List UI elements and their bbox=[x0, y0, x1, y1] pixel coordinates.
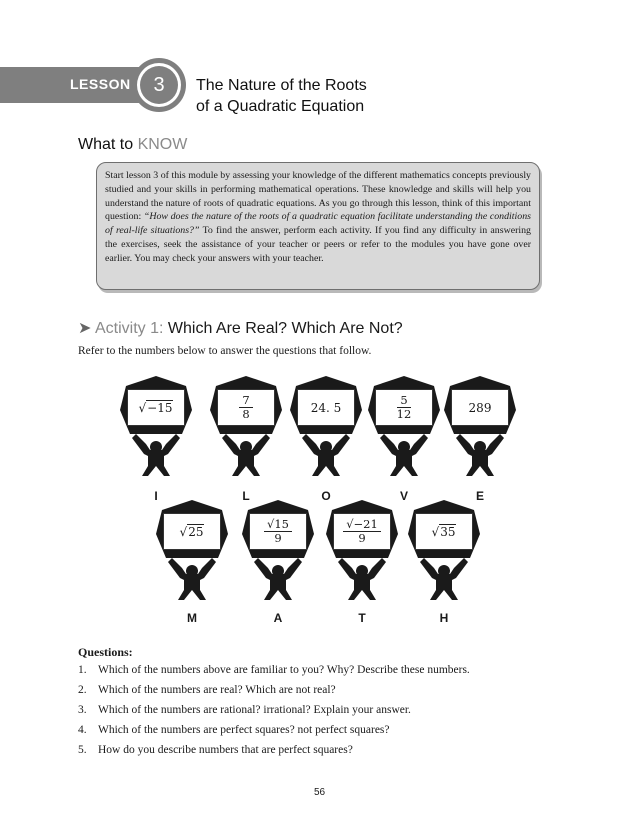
numerator: √15 bbox=[264, 518, 292, 532]
sign-holder-figure bbox=[238, 496, 318, 600]
lesson-title-line2: of a Quadratic Equation bbox=[196, 98, 365, 115]
sign-holder-figure bbox=[364, 372, 444, 476]
question-number: 5. bbox=[78, 744, 87, 756]
question-number: 2. bbox=[78, 684, 87, 696]
question-text: Which of the numbers are perfect squares? not perfect squares? bbox=[98, 724, 390, 736]
card-value: 289 bbox=[468, 400, 492, 415]
number-card bbox=[297, 389, 355, 426]
number-card bbox=[451, 389, 509, 426]
card-letter: T bbox=[358, 611, 366, 625]
activity-intro: Refer to the numbers below to answer the questions that follow. bbox=[78, 345, 372, 357]
question-number: 4. bbox=[78, 724, 87, 736]
lesson-title-line1: The Nature of the Roots bbox=[196, 77, 367, 94]
question-text: Which of the numbers are real? Which are not real? bbox=[98, 684, 336, 696]
number-card bbox=[163, 513, 221, 550]
denominator: 9 bbox=[358, 531, 366, 545]
card-value: 25 bbox=[188, 524, 204, 539]
activity-label: Activity 1: bbox=[94, 320, 164, 337]
radical-expression: √−15 bbox=[138, 400, 173, 415]
question-text: How do you describe numbers that are perfect squares? bbox=[98, 744, 353, 756]
card-letter: O bbox=[321, 489, 331, 503]
radical-expression: √25 bbox=[179, 524, 204, 539]
question-item bbox=[78, 724, 470, 744]
sign-holder-figure bbox=[286, 372, 366, 476]
denominator: 9 bbox=[274, 531, 282, 545]
sign-holder-figure bbox=[440, 372, 520, 476]
card-letter: E bbox=[475, 489, 484, 503]
sign-holder-figure bbox=[404, 496, 484, 600]
radical-expression: √35 bbox=[431, 524, 456, 539]
number-card bbox=[415, 513, 473, 550]
question-item bbox=[78, 684, 470, 704]
sign-holder-figure bbox=[116, 372, 196, 476]
sign-holder-figure bbox=[152, 496, 232, 600]
know-text-b: To find the answer, perform each activity. If you find any difficulty in answering the exercises, seek the assistance of your teacher or peers or refer to the modules you have gone over earlier. You may check your answers with your teacher. bbox=[105, 225, 531, 264]
numerator: √−21 bbox=[343, 518, 381, 532]
sign-holder-figure bbox=[206, 372, 286, 476]
card-letter: V bbox=[399, 489, 408, 503]
lesson-title bbox=[196, 75, 367, 117]
denominator: 12 bbox=[396, 407, 412, 421]
card-letter: I bbox=[154, 489, 158, 503]
question-item bbox=[78, 744, 470, 764]
number-card bbox=[375, 389, 433, 426]
lesson-number: 3 bbox=[140, 66, 178, 104]
card-letter: H bbox=[439, 611, 449, 625]
fraction bbox=[239, 394, 252, 421]
lesson-label: LESSON bbox=[70, 76, 131, 92]
question-text: Which of the numbers are rational? irrational? Explain your answer. bbox=[98, 704, 411, 716]
radical-fraction bbox=[343, 518, 381, 545]
fraction bbox=[397, 394, 412, 421]
know-text-italic: “How does the nature of the roots of a quadratic equation facilitate understanding the conditions of real-life situations?” bbox=[105, 211, 531, 237]
number-card bbox=[217, 389, 275, 426]
question-text: Which of the numbers above are familiar to you? Why? Describe these numbers. bbox=[98, 664, 470, 676]
arrow-icon: ➤ bbox=[78, 320, 92, 337]
radical-fraction bbox=[264, 518, 292, 545]
card-value: −15 bbox=[147, 400, 173, 415]
card-letter: M bbox=[187, 611, 197, 625]
number-card bbox=[127, 389, 185, 426]
what-to-know-box bbox=[96, 162, 540, 290]
card-letter: A bbox=[273, 611, 283, 625]
question-number: 3. bbox=[78, 704, 87, 716]
questions-heading: Questions: bbox=[78, 645, 133, 659]
question-number: 1. bbox=[78, 664, 87, 676]
card-value: 35 bbox=[440, 524, 456, 539]
question-item bbox=[78, 704, 470, 724]
what-to-know-heading bbox=[78, 136, 187, 154]
page-number: 56 bbox=[313, 787, 326, 798]
question-item bbox=[78, 664, 470, 684]
card-value: 24. 5 bbox=[310, 400, 342, 415]
numerator: 5 bbox=[397, 394, 410, 408]
number-card bbox=[249, 513, 307, 550]
what-to-know-prefix: What to bbox=[78, 136, 138, 153]
questions-list bbox=[78, 664, 470, 764]
activity-title: Which Are Real? Which Are Not? bbox=[167, 320, 403, 337]
card-letter: L bbox=[242, 489, 250, 503]
know-text-a: Start lesson 3 of this module by assessing your knowledge of the different mathematics concepts previously studied and your skills in performing mathematical operations. These knowledge and skills will help you understand the nature of roots of quadratic equations. As you go through this lesson, think of this important question: bbox=[105, 170, 531, 223]
number-card bbox=[333, 513, 391, 550]
activity-heading bbox=[78, 318, 403, 338]
numerator: 7 bbox=[239, 394, 252, 408]
denominator: 8 bbox=[242, 407, 250, 421]
sign-holder-figure bbox=[322, 496, 402, 600]
what-to-know-accent: KNOW bbox=[137, 136, 188, 153]
